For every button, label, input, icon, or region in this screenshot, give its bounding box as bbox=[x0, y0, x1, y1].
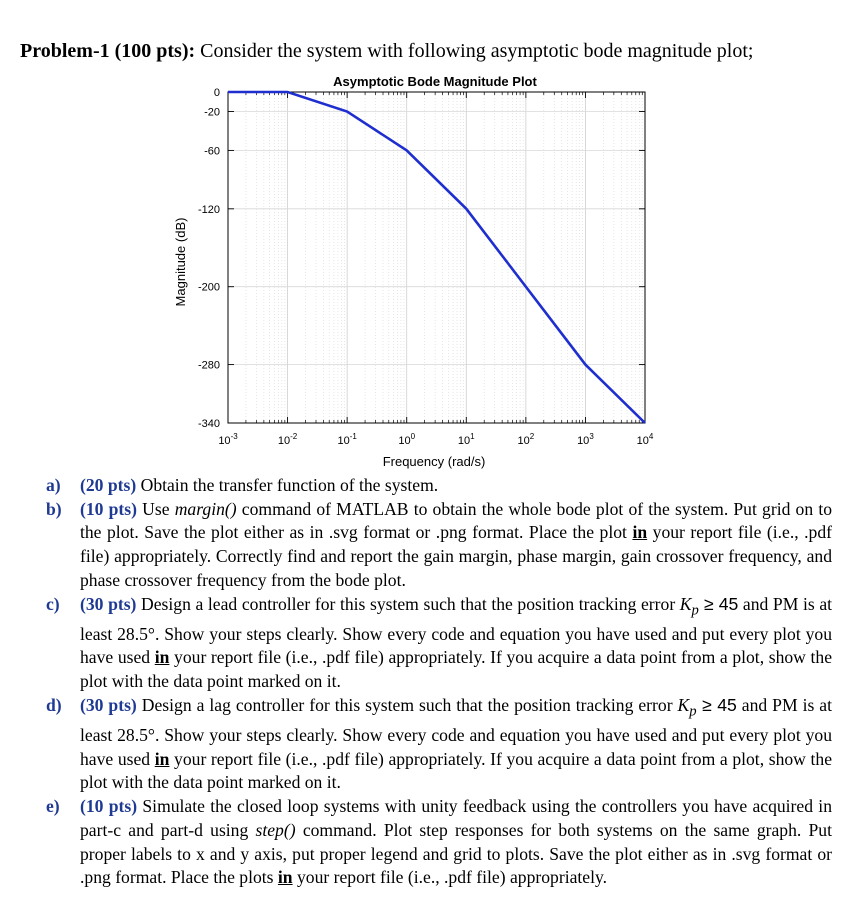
question-c-in: in bbox=[154, 647, 170, 668]
question-e-in: in bbox=[277, 867, 293, 888]
question-b-text-2: command of MATLAB to obtain the whole bode plot of the system. Put grid on to the plot. Save the plot either as in .svg format or .png format. Place the plot bbox=[80, 498, 833, 543]
question-e-text-3: your report file (i.e., .pdf file) appropriately. bbox=[292, 867, 608, 888]
question-c-label: c) bbox=[46, 593, 60, 614]
y-tick-label: -20 bbox=[204, 106, 220, 119]
x-tick-label: $10^0$ bbox=[398, 432, 416, 447]
x-tick-label: $10^{-3}$ bbox=[218, 432, 238, 447]
question-d bbox=[42, 694, 832, 795]
question-a-text: Obtain the transfer function of the system. bbox=[140, 475, 439, 495]
x-tick-label: $10^{-1}$ bbox=[337, 432, 357, 447]
question-c-text-1: Design a lead controller for this system such that the position tracking error bbox=[141, 593, 680, 614]
question-c-kp bbox=[679, 593, 699, 619]
x-tick-label: $10^3$ bbox=[577, 432, 594, 447]
question-b-label: b) bbox=[46, 498, 62, 519]
y-tick-label: 0 bbox=[213, 87, 220, 99]
question-a-points: (20 pts) bbox=[80, 475, 137, 495]
question-a bbox=[42, 474, 832, 498]
y-tick-label: -120 bbox=[197, 203, 220, 216]
x-tick-label: $10^1$ bbox=[457, 432, 475, 447]
question-d-kp bbox=[677, 694, 697, 720]
question-c-text-3: your report file (i.e., .pdf file) appropriately. If you acquire a data point from a plot, show the plot with the data point marked on it. bbox=[80, 647, 832, 692]
question-a-label: a) bbox=[46, 475, 61, 495]
y-tick-label: -60 bbox=[204, 145, 220, 158]
question-c-kp-sub: p bbox=[691, 602, 699, 619]
question-b-command: margin() bbox=[174, 498, 237, 519]
question-d-kp-condition: ≥ 45 bbox=[696, 694, 737, 715]
chart-title: Asymptotic Bode Magnitude Plot bbox=[333, 74, 537, 89]
question-b bbox=[42, 498, 832, 593]
question-c-text-2: and PM is at least 28.5°. Show your steps clearly. Show every code and equation you have used and put every plot you have used bbox=[80, 593, 833, 668]
question-e-points: (10 pts) bbox=[80, 796, 138, 817]
question-c-points: (30 pts) bbox=[80, 593, 137, 614]
y-tick-labels bbox=[198, 87, 220, 430]
y-axis-label: Magnitude (dB) bbox=[173, 217, 188, 307]
question-d-text-1: Design a lag controller for this system such that the position tracking error bbox=[141, 694, 678, 715]
question-d-text-3: your report file (i.e., .pdf file) appropriately. If you acquire a data point from a plot, show the plot with the data point marked on it. bbox=[80, 748, 832, 793]
question-list bbox=[42, 474, 832, 890]
question-e-command: step() bbox=[255, 819, 296, 840]
question-e-text-1: Simulate the closed loop systems with unity feedback using the controllers you have acquired in part-c and part-d using bbox=[80, 796, 832, 840]
question-c bbox=[42, 593, 832, 694]
y-tick-label: -280 bbox=[197, 359, 220, 372]
question-b-in: in bbox=[632, 522, 648, 543]
question-e bbox=[42, 795, 832, 890]
x-axis-label: Frequency (rad/s) bbox=[382, 454, 486, 469]
y-tick-label: -200 bbox=[197, 281, 220, 294]
y-tick-label: -340 bbox=[197, 418, 220, 430]
question-d-label: d) bbox=[46, 694, 62, 715]
x-tick-label: $10^{-2}$ bbox=[277, 432, 298, 447]
question-d-in: in bbox=[154, 748, 170, 769]
problem-heading-bold: Problem-1 (100 pts): bbox=[20, 40, 196, 62]
x-tick-label: $10^2$ bbox=[517, 432, 535, 447]
question-d-kp-symbol: K bbox=[677, 694, 690, 715]
problem-heading-text: Consider the system with following asymptotic bode magnitude plot; bbox=[195, 40, 754, 62]
question-e-label: e) bbox=[46, 796, 60, 817]
question-d-kp-sub: p bbox=[689, 703, 697, 720]
question-b-points: (10 pts) bbox=[80, 498, 137, 519]
question-e-text-2: command. Plot step responses for both systems on the same graph. Put proper labels to x and y axis, put proper legend and grid to plots. Save the plot either as in .svg format or .png format. Place the plots bbox=[80, 819, 832, 888]
minor-gridlines bbox=[246, 92, 642, 423]
question-c-kp-symbol: K bbox=[679, 593, 692, 614]
x-tick-label: $10^4$ bbox=[636, 432, 654, 447]
x-tick-labels bbox=[218, 432, 654, 447]
question-d-text-2: and PM is at least 28.5°. Show your steps clearly. Show every code and equation you have used and put every plot you have used bbox=[80, 694, 832, 769]
question-d-points: (30 pts) bbox=[80, 694, 137, 715]
question-b-text-3: your report file (i.e., .pdf file) appropriately. Correctly find and report the gain margin, phase margin, gain crossover frequency, and phase crossover frequency from the bode plot. bbox=[80, 522, 833, 590]
question-b-text-1: Use bbox=[142, 498, 175, 519]
question-c-kp-condition: ≥ 45 bbox=[698, 593, 739, 614]
